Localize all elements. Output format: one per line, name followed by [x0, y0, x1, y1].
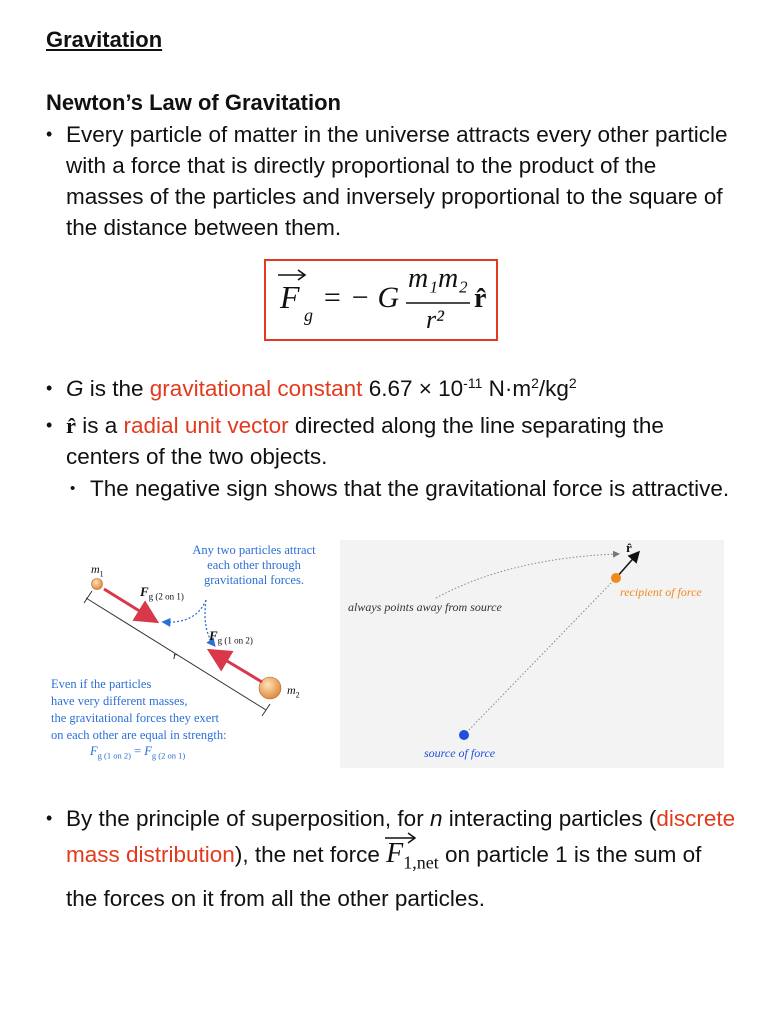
recipient-label: recipient of force [620, 585, 702, 599]
section-heading: Newton’s Law of Gravitation [46, 90, 341, 115]
bullet-dot: • [46, 808, 53, 828]
superposition-text-3: ), the net force [234, 842, 387, 867]
bullet-dot: • [46, 378, 53, 398]
m1-symbol: m [91, 562, 100, 576]
unit-exponent-m: 2 [531, 375, 539, 391]
unit-kg: /kg [538, 376, 569, 401]
m1-label [91, 562, 104, 578]
unit-exponent-kg: 2 [568, 375, 577, 391]
superposition-text-1: By the principle of superposition, for [66, 806, 430, 831]
discrete-mass-distribution-term: discrete mass distribution [66, 806, 736, 867]
bullet-dot: • [70, 480, 76, 497]
rhat-symbol: r̂ [66, 413, 76, 438]
force-1-on-2-label [209, 628, 253, 646]
rhat-label: r̂ [626, 540, 632, 555]
bullet-gravitational-constant [46, 373, 736, 404]
equality-lhs: F [90, 744, 98, 758]
superposition-text-4: on particle 1 is the sum of the forces on it from all the other particles. [66, 842, 702, 911]
eq-force-subscript: g [304, 305, 313, 325]
force-1-on-2-subscript: g (1 on 2) [217, 635, 253, 646]
callout-line: Any two particles attract [192, 543, 316, 557]
gravitational-constant-term: gravitational constant [149, 376, 363, 401]
bullet-superposition [46, 801, 736, 916]
callout-line: each other through [207, 558, 301, 572]
text-is-a: is a [76, 413, 124, 438]
force-equality [90, 744, 185, 761]
figure-two-particles [46, 540, 338, 768]
net-force-F: F [386, 838, 404, 869]
force-2-on-1-subscript: g (2 on 1) [148, 591, 184, 602]
m2-symbol: m [287, 683, 296, 697]
negative-sign-text: The negative sign shows that the gravitational force is attractive. [90, 476, 730, 501]
equation-box [264, 259, 498, 341]
bullet-law-statement [46, 119, 736, 243]
radial-unit-vector-term: radial unit vector [123, 413, 289, 438]
force-2-on-1-symbol: F [140, 584, 149, 599]
away-from-source-label: always points away from source [348, 600, 502, 614]
note-line: Even if the particles [51, 677, 152, 691]
force-2-on-1-label [140, 584, 184, 602]
equal-strength-note [51, 676, 291, 744]
law-statement-text: Every particle of matter in the universe attracts every other particle with a force that is directly proportional to the product of the masses of the particles and inversely proportional to the square of the distance between them. [66, 122, 728, 240]
equality-rhs: F [144, 744, 152, 758]
eq-force-symbol: F [280, 279, 300, 315]
eq-numerator: m₁m₂ [408, 263, 468, 294]
figure-radial-direction-drawing [340, 540, 724, 768]
distance-label: r [173, 650, 178, 662]
m1-subscript: 1 [99, 569, 104, 579]
note-line: on each other are equal in strength: [51, 728, 227, 742]
sub-bullet-negative-sign [70, 473, 730, 504]
source-label: source of force [424, 746, 496, 760]
G-symbol: G [66, 376, 84, 401]
superposition-text-2: interacting particles ( [442, 806, 657, 831]
G-value: 6.67 × 10 [362, 376, 464, 401]
text-is-the: is the [83, 376, 150, 401]
n-symbol: n [429, 806, 443, 831]
G-unit: N·m [482, 376, 532, 401]
eq-unit-vector: r̂ [474, 283, 487, 314]
bullet-radial-unit-vector [46, 410, 736, 472]
bullet-dot: • [46, 415, 53, 435]
G-exponent: -11 [463, 375, 483, 391]
equality-rhs-subscript: g (2 on 1) [151, 750, 186, 761]
m2-subscript: 2 [295, 690, 300, 700]
radial-unit-vector-rest: directed along the line separating the centers of the two objects. [66, 413, 664, 469]
equality-sign: = [130, 744, 145, 758]
page-title: Gravitation [46, 27, 163, 52]
note-line: the gravitational forces they exert [51, 711, 219, 725]
net-force-symbol [386, 836, 439, 881]
figure-radial-direction [340, 540, 724, 768]
eq-denominator: r² [426, 305, 444, 334]
callout-line: gravitational forces. [204, 573, 304, 587]
bullet-dot: • [46, 124, 53, 144]
equality-lhs-subscript: g (1 on 2) [97, 750, 131, 761]
eq-equals-minus-G: = − G [322, 281, 400, 314]
vector-arrow-icon [384, 832, 418, 844]
note-line: have very different masses, [51, 694, 188, 708]
net-force-subscript: 1,net [403, 852, 439, 873]
callout-text [172, 543, 336, 588]
force-1-on-2-symbol: F [209, 628, 218, 643]
